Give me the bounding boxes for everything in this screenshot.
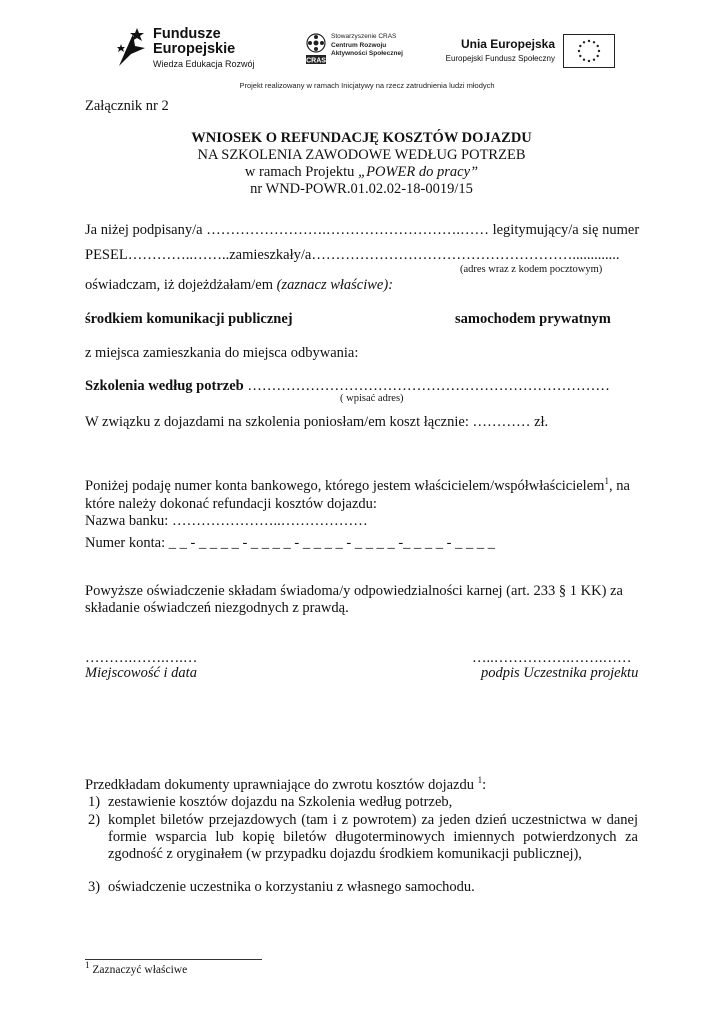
total-cost-line: W związku z dojazdami na szkolenia poniosłam/em koszt łącznie: ………… zł.	[85, 414, 549, 430]
footnote-text: Zaznaczyć właściwe	[89, 964, 188, 976]
footnote-ref: 1	[604, 476, 609, 487]
address-hint: (adres wraz z kodem pocztowym)	[460, 264, 603, 275]
project-prefix: w ramach Projektu	[244, 164, 359, 180]
footnote	[85, 960, 188, 976]
list-item-number: 1)	[88, 794, 101, 810]
footnote-marker: 1	[85, 960, 90, 971]
list-item-number: 2)	[88, 812, 101, 828]
cras-logo-line3: Aktywności Społecznej	[331, 50, 403, 57]
documents-intro-text: Przedkładam dokumenty uprawniające do zwrotu kosztów dojazdu	[85, 777, 478, 793]
footnote-divider	[85, 959, 262, 960]
signature-label: podpis Uczestnika projektu	[481, 665, 639, 681]
option-private-car[interactable]	[455, 311, 611, 328]
document-subtitle: NA SZKOLENIA ZAWODOWE WEDŁUG POTRZEB	[197, 147, 526, 163]
list-item	[88, 879, 638, 896]
list-item-text: oświadczenie uczestnika o korzystaniu z własnego samochodu.	[108, 879, 475, 895]
list-item-number: 3)	[88, 879, 101, 895]
bank-name-field[interactable]: Nazwa banku: …………………..………………	[85, 513, 368, 529]
eu-logo-line2: Europejski Fundusz Społeczny	[445, 54, 555, 63]
bank-account-intro-2: które należy dokonać refundacji kosztów dojazdu:	[85, 496, 377, 512]
project-number: nr WND-POWR.01.02.02-18-0019/15	[250, 181, 473, 197]
document-title: WNIOSEK O REFUNDACJĘ KOSZTÓW DOJAZDU	[191, 130, 532, 146]
fe-logo-line2: Europejskie	[153, 41, 236, 57]
cras-flower-icon	[305, 33, 327, 67]
fe-logo-line3: Wiedza Edukacja Rozwój	[153, 59, 255, 69]
option-public-transport[interactable]	[85, 311, 293, 328]
course-name: Szkolenia według potrzeb	[85, 378, 244, 394]
cras-logo-line2: Centrum Rozwoju	[331, 42, 387, 49]
fe-star-icon	[115, 26, 147, 70]
account-number-field[interactable]: Numer konta: _ _ - _ _ _ _ - _ _ _ _ - _ _ _ _ - _ _ _ _ -_ _ _ _ - _ _ _ _	[85, 535, 495, 551]
signature-field[interactable]: …..…………….…….……	[472, 650, 632, 666]
unia-europejska-logo	[445, 34, 665, 74]
fe-logo-line1: Fundusze	[153, 26, 221, 42]
list-item-text: komplet biletów przejazdowych (tam i z powrotem) za jeden dzień uczestnictwa w danej formie wsparcia lub kopię biletów długoterminowych imiennych potwierdzonych za zgodność z oryginałem (w przypadku dojazdu środkiem komunikacji publicznej),	[108, 812, 638, 862]
cras-logo	[305, 33, 415, 73]
route-line: z miejsca zamieszkania do miejsca odbywania:	[85, 345, 359, 361]
documents-intro	[85, 777, 486, 794]
bank-intro-end: , na	[608, 478, 630, 494]
course-address-field[interactable]: …………………………………………………………………	[243, 378, 610, 394]
bank-intro-text: Poniżej podaję numer konta bankowego, którego jestem właścicielem/współwłaścicielem	[85, 478, 605, 494]
eu-flag-icon	[563, 34, 615, 68]
bank-account-intro	[85, 478, 630, 495]
project-tagline: Projekt realizowany w ramach Inicjatywy na rzecz zatrudnienia ludzi młodych	[239, 81, 495, 90]
cras-badge-text: CRAS	[306, 57, 326, 65]
place-date-field[interactable]: ……….…….….…	[85, 650, 198, 666]
place-date-label: Miejscowość i data	[85, 665, 197, 681]
commute-statement	[85, 277, 393, 294]
declaration-line1: Powyższe oświadczenie składam świadoma/y odpowiedzialności karnej (art. 233 § 1 KK) za	[85, 583, 623, 599]
cras-logo-line1: Stowarzyszenie CRAS	[331, 33, 397, 40]
list-item	[88, 794, 638, 811]
declaration-line2: składanie oświadczeń niezgodnych z prawdą.	[85, 600, 349, 616]
option-private-car-label: samochodem prywatnym	[455, 311, 611, 327]
option-public-transport-label: środkiem komunikacji publicznej	[85, 311, 293, 327]
commute-hint: (zaznacz właściwe):	[276, 277, 394, 293]
project-name: „POWER do pracy”	[358, 164, 479, 180]
project-name-line	[85, 164, 638, 181]
fundusze-europejskie-logo	[115, 26, 265, 76]
footnote-ref: 1	[477, 775, 483, 786]
declarant-line: Ja niżej podpisany/a …………………….……………………….…… legitymujący/a się numer	[85, 222, 640, 238]
list-item	[88, 812, 638, 863]
list-item-text: zestawienie kosztów dojazdu na Szkolenia według potrzeb,	[108, 794, 453, 810]
pesel-address-line: PESEL…………..……..zamieszkały/a……………………………………………….............	[85, 247, 620, 263]
eu-logo-line1: Unia Europejska	[460, 37, 555, 51]
commute-text: oświadczam, iż dojeżdżałam/em	[85, 277, 277, 293]
documents-intro-end: :	[482, 777, 487, 793]
course-address-hint: ( wpisać adres)	[340, 393, 404, 404]
attachment-number: Załącznik nr 2	[85, 98, 169, 114]
